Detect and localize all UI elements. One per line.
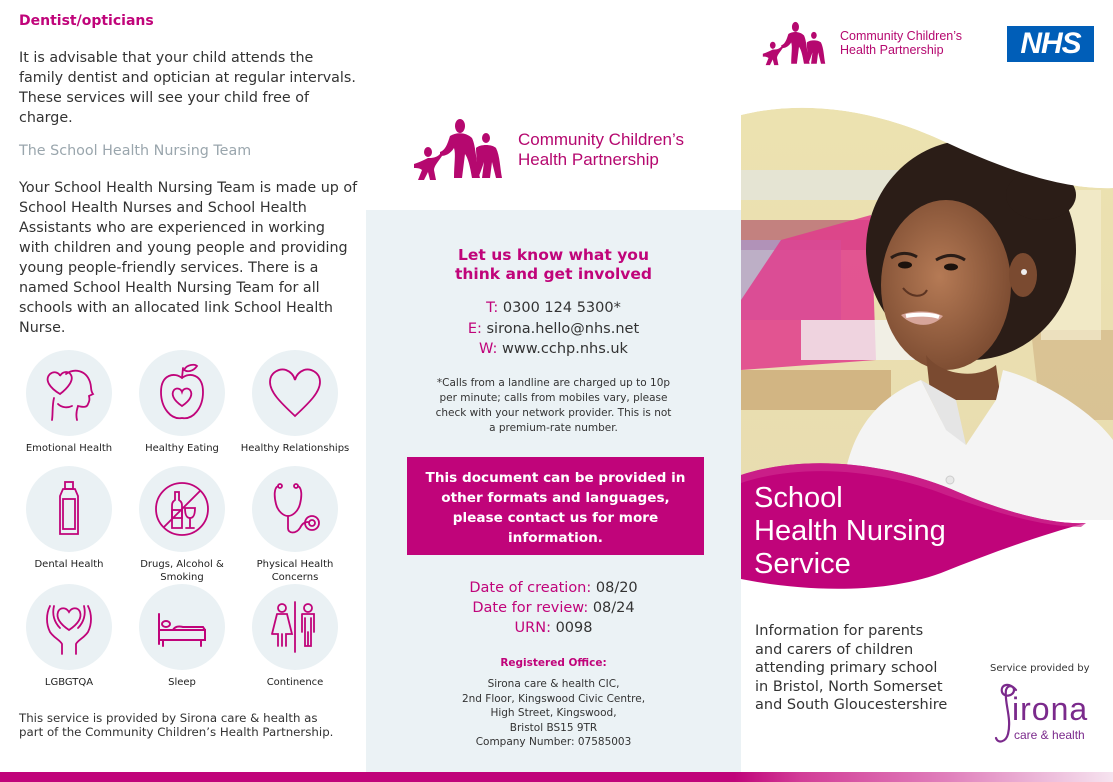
topic-continence [240,584,350,689]
title-line: Service [754,548,851,580]
no-alcohol-icon [139,466,225,552]
formats-notice [407,457,704,555]
topic-label: LGBGTQA [44,677,94,688]
creation-date-value: 08/20 [595,580,638,596]
topic-healthy-relationships [240,350,350,455]
cchp-small-line2: Health Partnership [840,43,944,57]
heart-icon [252,350,338,436]
footnote-text: *Calls from a landline are charged up to 10p per minute; calls from mobiles vary, please check with your network provider. This is not a premium-rate number. [435,377,672,434]
registered-office-address [366,677,741,750]
topic-emotional-health [14,350,124,455]
topic-sleep [127,584,237,689]
web-row [366,339,741,360]
registered-office-heading: Registered Office: [500,657,607,669]
address-line: 2nd Floor, Kingswood Civic Centre, [461,692,646,705]
topic-label: Continence [266,677,324,688]
creation-date-row [366,578,741,598]
team-text: Your School Health Nursing Team is made up of School Health Nurses and School Health Assistants who are experienced in working with children and young people and providing young people-friendly services. There is a named School Health Nursing Team for all schools with an allocated link School Health Nurse. [19,180,358,336]
urn-label: URN: [514,620,551,636]
left-panel [0,0,366,772]
cchp-logo-small [760,20,990,72]
web-label: W: [479,341,498,357]
cchp-logo-large [410,118,710,188]
topic-physical-health [240,466,350,584]
topic-label: Drugs, Alcohol & Smoking [140,559,224,583]
review-date-label: Date for review: [472,600,589,616]
topic-drugs-alcohol-smoking [127,466,237,584]
web-link[interactable]: www.cchp.nhs.uk [502,341,628,357]
contact-details [366,298,741,360]
formats-notice-text: This document can be provided in other formats and languages, please contact us for more information. [425,470,686,546]
call-charges-footnote [366,376,741,436]
topic-label: Physical Health Concerns [256,559,334,583]
cchp-logo-line2: Health Partnership [518,150,659,169]
topic-lgbgtqa [14,584,124,689]
address-line: High Street, Kingswood, [490,707,617,719]
phone-label: T: [486,300,499,316]
hands-heart-icon [26,584,112,670]
title-line: Health Nursing [754,515,946,547]
urn-value: 0098 [555,620,593,636]
company-number: Company Number: 07585003 [475,736,632,748]
bed-icon [139,584,225,670]
topic-label: Emotional Health [25,443,113,454]
dentist-text: It is advisable that your child attends the family dentist and optician at regular intervals. These services will see your child free of charge. [19,50,356,126]
head-heart-icon [26,350,112,436]
review-date-row [366,598,741,618]
sirona-wordmark: irona [1012,691,1089,727]
topic-label: Healthy Relationships [240,443,350,454]
stethoscope-icon [252,466,338,552]
nhs-logo: NHS [1007,26,1094,62]
apple-heart-icon [139,350,225,436]
email-label: E: [467,320,482,337]
urn-row [366,618,741,638]
review-date-value: 08/24 [592,600,635,616]
topic-dental-health [14,466,124,571]
toilet-icon [252,584,338,670]
topic-label: Dental Health [34,559,104,570]
phone-number[interactable]: 0300 124 5300* [502,300,621,316]
provided-by-text: This service is provided by Sirona care & health as part of the Community Children’s Health Partnership. [19,711,334,739]
brochure-title [754,482,946,581]
email-link[interactable]: sirona.hello@nhs.net [486,320,640,337]
cchp-small-line1: Community Children’s [840,29,963,43]
address-line: Sirona care & health CIC, [487,678,620,690]
sirona-logo [990,678,1100,748]
email-row [366,319,741,340]
audience-info: Information for parents and carers of children attending primary school in Bristol, North Somerset and South Gloucestershire [755,623,948,713]
cchp-logo-line1: Community Children’s [518,130,684,149]
address-line: Bristol BS15 9TR [509,721,598,734]
topic-label: Healthy Eating [145,443,219,454]
topic-healthy-eating [127,350,237,455]
contact-panel [366,210,741,772]
feedback-heading-line2: think and get involved [454,265,653,283]
topic-label: Sleep [168,677,196,688]
title-line: School [754,482,843,514]
service-provided-by: Service provided by [990,663,1090,674]
toothpaste-icon [26,466,112,552]
feedback-heading-line1: Let us know what you [458,246,649,264]
bottom-accent-bar [0,772,1113,782]
creation-date-label: Date of creation: [469,580,592,596]
family-figures-icon [760,20,838,72]
phone-row [366,298,741,319]
sirona-tagline: care & health [1014,728,1085,742]
team-heading: The School Health Nursing Team [19,143,252,159]
dentist-heading: Dentist/opticians [19,13,154,29]
feedback-heading [366,246,741,284]
document-dates [366,578,741,638]
family-figures-icon [410,118,520,188]
